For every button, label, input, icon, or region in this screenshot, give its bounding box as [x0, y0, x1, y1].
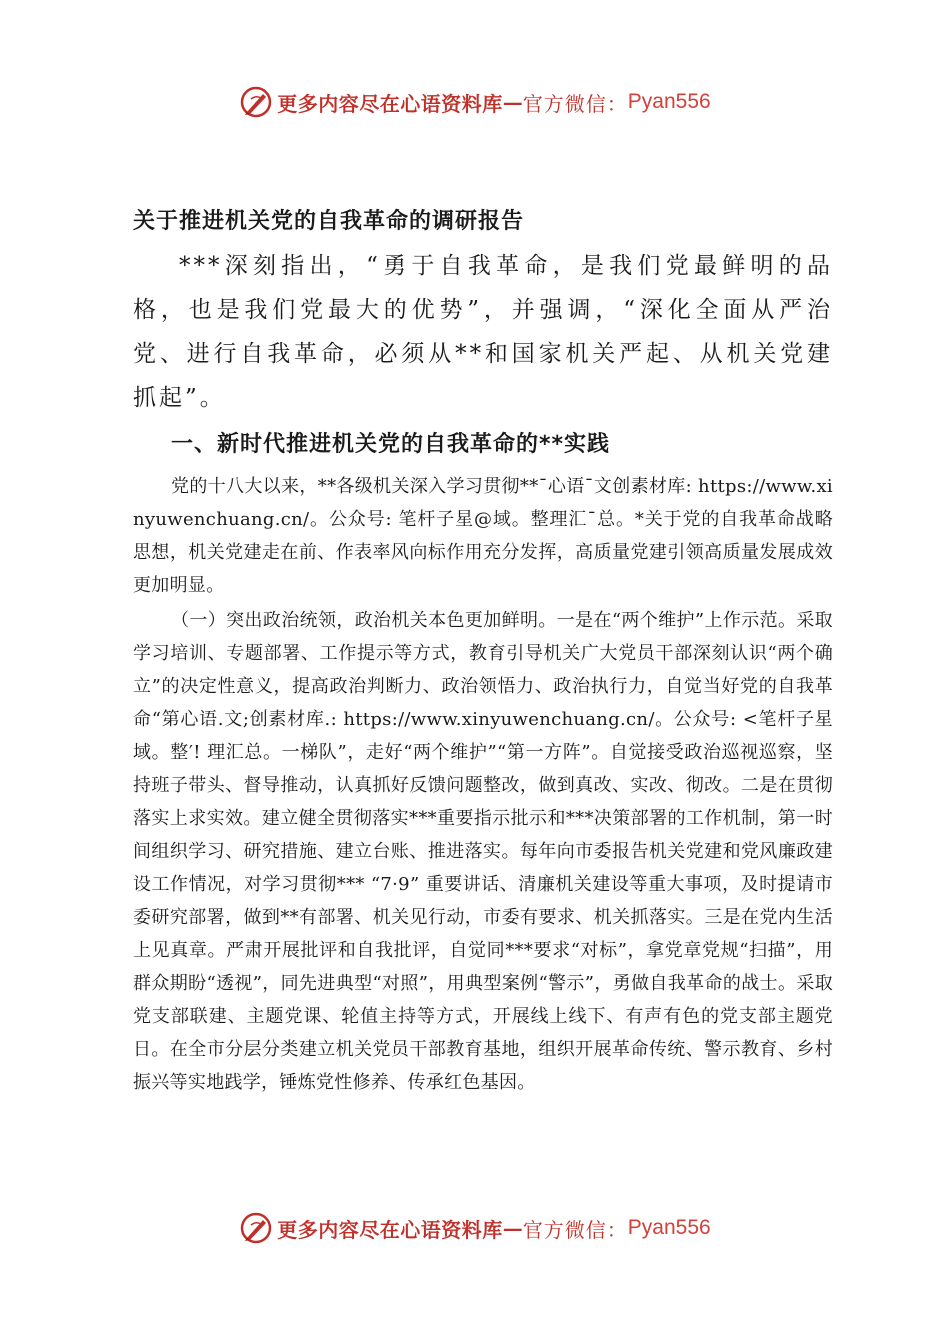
intro-paragraph: ***深刻指出，“勇于自我革命，是我们党最鲜明的品格，也是我们党最大的优势”，并强调，“深化全面从严治党、进行自我革命，必须从**和国家机关严起、从机关党建抓起”。: [133, 253, 833, 411]
banner-brand-text: 更多内容尽在心语资料库: [277, 91, 503, 116]
banner-separator: —: [502, 90, 523, 114]
body-paragraph: （一）突出政治统领，政治机关本色更加鲜明。一是在“两个维护”上作示范。采取学习培训、专题部署、工作提示等方式，教育引导机关广大党员干部深刻认识“两个确立”的决定性意义，提高政治判断力、政治领悟力、政治执行力，自觉当好党的自我革命“第心语.文;创素材库.: https://www.xinyuwenchuang.cn/。公众号: <笔杆子星域。整′! 理汇总。一梯队”，走好“两个维护”“第一方阵”。自觉接受政治巡视巡察，坚持班子带头、督导推动，认真抓好反馈问题整改，做到真改、实改、彻改。二是在贯彻落实上求实效。建立健全贯彻落实***重要指示批示和***决策部署的工作机制，第一时间组织学习、研究措施、建立台账、推进落实。每年向市委报告机关党建和党风廉政建设工作情况，对学习贯彻*** “7·9” 重要讲话、清廉机关建设等重大事项，及时提请市委研究部署，做到**有部署、机关见行动，市委有要求、机关抓落实。三是在党内生活上见真章。严肃开展批评和自我批评，自觉同***要求“对标”，拿党章党规“扫描”，用群众期盼“透视”，同先进典型“对照”，用典型案例“警示”，勇做自我革命的战士。采取党支部联建、主题党课、轮值主持等方式，开展线上线下、有声有色的党支部主题党日。在全市分层分类建立机关党员干部教育基地，组织开展革命传统、警示教育、乡村振兴等实地践学，锤炼党性修养、传承红色基因。: [133, 610, 833, 1093]
banner-separator: —: [502, 1216, 523, 1240]
banner-brand-text: 更多内容尽在心语资料库: [277, 1217, 503, 1242]
footer-banner: [0, 1208, 950, 1248]
section-heading: 一、新时代推进机关党的自我革命的**实践: [171, 432, 611, 457]
pen-logo-icon: [239, 85, 273, 119]
header-banner: [0, 82, 950, 122]
banner-wechat-label: 官方微信：: [522, 91, 628, 116]
document-body: [133, 200, 833, 1099]
body-paragraph: 党的十八大以来，**各级机关深入学习贯彻**¯心语¯文创素材库: https://www.xinyuwenchuang.cn/。公众号: 笔杆子星@域。整理汇¯总。*关于党的自我革命战略思想，机关党建走在前、作表率风向标作用充分发挥，高质量党建引领高质量发展成效更加明显。: [133, 476, 833, 596]
pen-logo-icon: [239, 1211, 273, 1245]
document-title: 关于推进机关党的自我革命的调研报告: [133, 209, 525, 234]
banner-wechat-id: Pyan556: [627, 1216, 711, 1239]
banner-wechat-label: 官方微信：: [522, 1217, 628, 1242]
banner-wechat-id: Pyan556: [627, 90, 711, 113]
